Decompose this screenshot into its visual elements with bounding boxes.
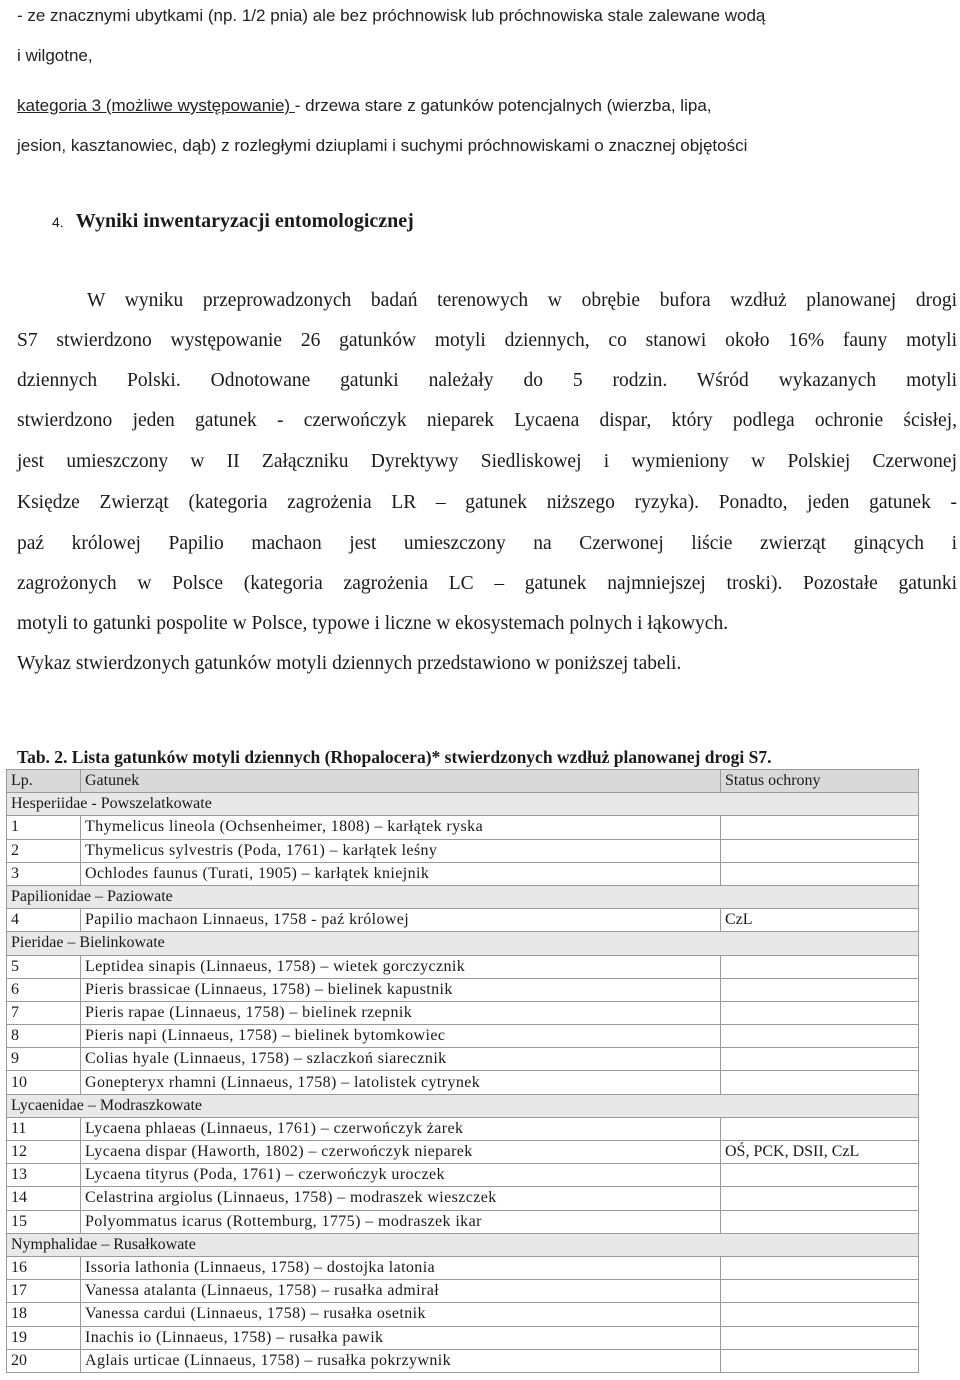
criteria-line-1: - ze znaczny​mi ubytkami (np. 1/2 pnia) ale bez próchnowisk lub próchnowiska stale zalewane wodą	[17, 6, 766, 25]
category-3-label: kategoria 3 (możliwe występowanie)	[17, 96, 295, 115]
body-line-7: paź królowej Papilio machaon jest umieszczony na Czerwonej liście zwierząt ginących i	[17, 533, 957, 554]
species-name: Ochlodes faunus (Turati, 1905) – karłątek kniejnik	[81, 862, 721, 885]
species-number: 16	[7, 1256, 81, 1279]
table-row	[7, 1141, 919, 1164]
species-name: Lycaena phlaeas (Linnaeus, 1761) – czerwończyk żarek	[81, 1117, 721, 1140]
species-number: 1	[7, 816, 81, 839]
table-row	[7, 1001, 919, 1024]
header-gatunek: Gatunek	[81, 770, 721, 793]
species-name: Colias hyale (Linnaeus, 1758) – szlaczkoń siarecznik	[81, 1048, 721, 1071]
protection-status	[721, 955, 919, 978]
table-row	[7, 955, 919, 978]
species-table	[6, 769, 919, 1373]
table-row	[7, 816, 919, 839]
species-name: Lycaena tityrus (Poda, 1761) – czerwończyk uroczek	[81, 1164, 721, 1187]
table-row	[7, 862, 919, 885]
species-number: 12	[7, 1141, 81, 1164]
body-line-1: W wyniku przeprowadzonych badań terenowych w obrębie bufora wzdłuż planowanej drogi	[87, 290, 957, 311]
species-number: 13	[7, 1164, 81, 1187]
species-name: Pieris napi (Linnaeus, 1758) – bielinek bytomkowiec	[81, 1025, 721, 1048]
species-number: 5	[7, 955, 81, 978]
table-row	[7, 1164, 919, 1187]
protection-status	[721, 1187, 919, 1210]
species-name: Celastrina argiolus (Linnaeus, 1758) – modraszek wieszczek	[81, 1187, 721, 1210]
species-number: 18	[7, 1303, 81, 1326]
species-number: 10	[7, 1071, 81, 1094]
body-line-2: S7 stwierdzono występowanie 26 gatunków motyli dziennych, co stanowi około 16% fauny motyli	[17, 330, 957, 351]
header-status: Status ochrony	[721, 770, 919, 793]
table-row	[7, 1326, 919, 1349]
species-name: Papilio machaon Linnaeus, 1758 - paź królowej	[81, 909, 721, 932]
protection-status	[721, 1256, 919, 1279]
species-number: 3	[7, 862, 81, 885]
criteria-line-2: i wilgotne,	[17, 46, 93, 65]
species-name: Gonepteryx rhamni (Linnaeus, 1758) – latolistek cytrynek	[81, 1071, 721, 1094]
species-number: 20	[7, 1349, 81, 1372]
protection-status	[721, 1349, 919, 1372]
species-number: 6	[7, 978, 81, 1001]
species-name: Pieris brassicae (Linnaeus, 1758) – bielinek kapustnik	[81, 978, 721, 1001]
species-name: Pieris rapae (Linnaeus, 1758) – bielinek rzepnik	[81, 1001, 721, 1024]
family-name: Pieridae – Bielinkowate	[7, 932, 919, 955]
protection-status	[721, 839, 919, 862]
species-name: Aglais urticae (Linnaeus, 1758) – rusałka pokrzywnik	[81, 1349, 721, 1372]
section-number: 4.	[52, 214, 64, 230]
family-name: Hesperiidae - Powszelatkowate	[7, 793, 919, 816]
protection-status: CzL	[721, 909, 919, 932]
table-row	[7, 1025, 919, 1048]
table-row	[7, 1303, 919, 1326]
category-3-text: - drzewa stare z gatunków potencjalnych (wierzba, lipa,	[294, 96, 712, 115]
table-row	[7, 1280, 919, 1303]
species-number: 9	[7, 1048, 81, 1071]
section-title: Wyniki inwentaryzacji entomologicznej	[75, 210, 414, 232]
protection-status: OŚ, PCK, DSII, CzL	[721, 1141, 919, 1164]
protection-status	[721, 978, 919, 1001]
species-number: 14	[7, 1187, 81, 1210]
body-line-3: dziennych Polski. Odnotowane gatunki należały do 5 rodzin. Wśród wykazanych motyli	[17, 370, 957, 391]
species-name: Thymelicus lineola (Ochsenheimer, 1808) – karłątek ryska	[81, 816, 721, 839]
table-row	[7, 1048, 919, 1071]
family-row	[7, 793, 919, 816]
table-row	[7, 1210, 919, 1233]
body-line-4: stwierdzono jeden gatunek - czerwończyk nieparek Lycaena dispar, który podlega ochronie ścisłej,	[17, 410, 957, 431]
protection-status	[721, 1326, 919, 1349]
family-name: Lycaenidae – Modraszkowate	[7, 1094, 919, 1117]
protection-status	[721, 1025, 919, 1048]
table-row	[7, 1071, 919, 1094]
body-line-10: Wykaz stwierdzonych gatunków motyli dziennych przedstawiono w poniższej tabeli.	[17, 653, 682, 674]
species-number: 11	[7, 1117, 81, 1140]
protection-status	[721, 1280, 919, 1303]
species-name: Polyommatus icarus (Rottemburg, 1775) – modraszek ikar	[81, 1210, 721, 1233]
species-number: 4	[7, 909, 81, 932]
protection-status	[721, 1001, 919, 1024]
protection-status	[721, 1303, 919, 1326]
table-row	[7, 909, 919, 932]
species-number: 7	[7, 1001, 81, 1024]
body-line-8: zagrożonych w Polsce (kategoria zagrożenia LC – gatunek najmniejszej troski). Pozostałe gatunki	[17, 573, 957, 594]
family-name: Papilionidae – Paziowate	[7, 885, 919, 908]
species-number: 19	[7, 1326, 81, 1349]
protection-status	[721, 816, 919, 839]
header-lp: Lp.	[7, 770, 81, 793]
protection-status	[721, 1071, 919, 1094]
species-name: Lycaena dispar (Haworth, 1802) – czerwończyk nieparek	[81, 1141, 721, 1164]
section-heading	[52, 210, 414, 233]
family-name: Nymphalidae – Rusałkowate	[7, 1233, 919, 1256]
table-row	[7, 1349, 919, 1372]
family-row	[7, 885, 919, 908]
family-row	[7, 1233, 919, 1256]
table-row	[7, 1187, 919, 1210]
protection-status	[721, 1210, 919, 1233]
family-row	[7, 1094, 919, 1117]
species-number: 8	[7, 1025, 81, 1048]
protection-status	[721, 862, 919, 885]
species-name: Thymelicus sylvestris (Poda, 1761) – karłątek leśny	[81, 839, 721, 862]
body-line-5: jest umieszczony w II Załączniku Dyrektywy Siedliskowej i wymieniony w Polskiej Czerwonej	[17, 451, 957, 472]
species-name: Inachis io (Linnaeus, 1758) – rusałka pawik	[81, 1326, 721, 1349]
table-row	[7, 978, 919, 1001]
protection-status	[721, 1117, 919, 1140]
species-number: 2	[7, 839, 81, 862]
species-name: Vanessa cardui (Linnaeus, 1758) – rusałka osetnik	[81, 1303, 721, 1326]
protection-status	[721, 1048, 919, 1071]
table-row	[7, 1117, 919, 1140]
body-line-9: motyli to gatunki pospolite w Polsce, typowe i liczne w ekosystemach polnych i łąkowych.	[17, 613, 729, 634]
species-name: Vanessa atalanta (Linnaeus, 1758) – rusałka admirał	[81, 1280, 721, 1303]
species-number: 17	[7, 1280, 81, 1303]
table-row	[7, 839, 919, 862]
table-header-row	[7, 770, 919, 793]
species-number: 15	[7, 1210, 81, 1233]
protection-status	[721, 1164, 919, 1187]
body-line-6: Księdze Zwierząt (kategoria zagrożenia LR – gatunek niższego ryzyka). Ponadto, jeden gatunek -	[17, 492, 957, 513]
criteria-line-4: jesion, kasztanowiec, dąb) z rozległymi dziuplami i suchymi próchnowiskami o znacznej objętości	[17, 136, 748, 155]
species-name: Leptidea sinapis (Linnaeus, 1758) – wietek gorczycznik	[81, 955, 721, 978]
table-caption: Tab. 2. Lista gatunków motyli dziennych (Rhopalocera)* stwierdzonych wzdłuż planowanej drogi S7.	[17, 747, 772, 767]
species-name: Issoria lathonia (Linnaeus, 1758) – dostojka latonia	[81, 1256, 721, 1279]
table-row	[7, 1256, 919, 1279]
criteria-line-3	[17, 94, 957, 118]
family-row	[7, 932, 919, 955]
